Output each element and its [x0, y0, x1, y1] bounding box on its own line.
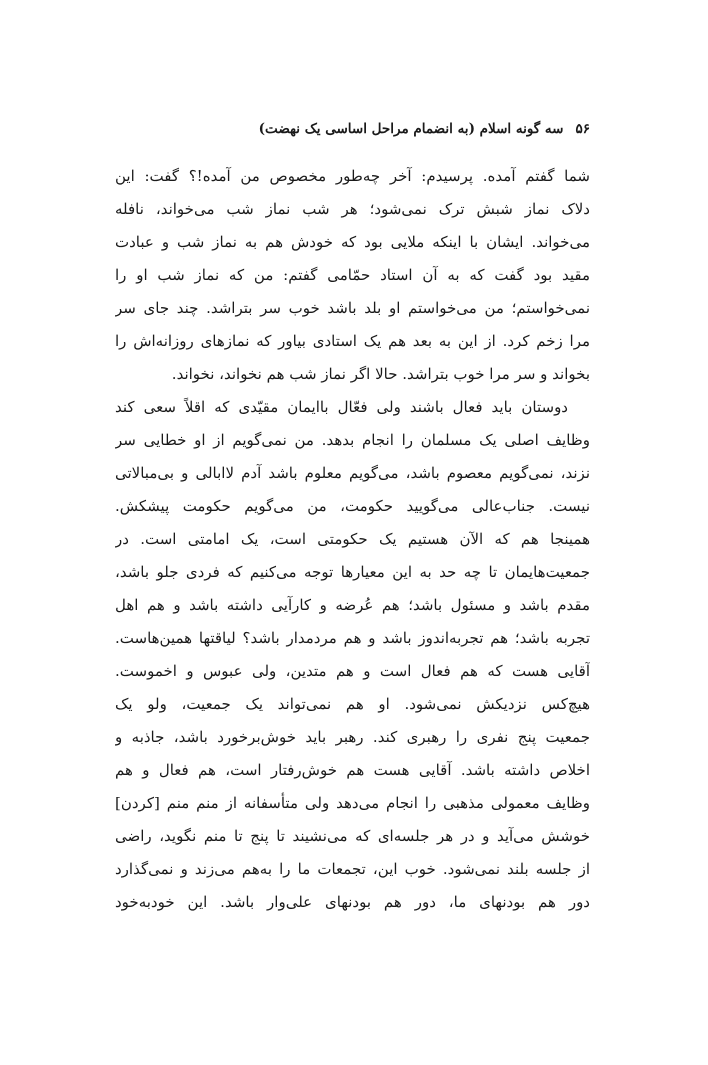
text-line: جمعیت پنج نفری را رهبری کند. رهبر باید خوش‌برخورد باشد، جاذبه و [115, 728, 590, 746]
text-line: وظایف اصلی یک مسلمان را انجام بدهد. من نمی‌گویم از او خطایی سر [115, 431, 590, 449]
text-line: همینجا هم که الآن هستیم یک حکومتی است، یک امامتی است. در [115, 530, 590, 548]
text-line: مقید بود گفت که به آن استاد حمّامی گفتم: من که نماز شب او را [115, 266, 590, 284]
page-number: ۵۶ [575, 121, 590, 137]
text-line: آقایی هست که هم فعال است و هم متدین، ولی عبوس و اخموست. [115, 662, 590, 680]
running-title: سه گونه اسلام (به انضمام مراحل اساسی یک نهضت) [258, 121, 564, 137]
text-line: نمی‌خواستم؛ من می‌خواستم او بلد باشد خوب سر بتراشد. چند جای سر [115, 299, 590, 317]
paragraph-start-line: دوستان باید فعال باشند ولی فعّال باایمان مقیّدی که اقلاً سعی کند [115, 398, 568, 416]
text-line: دور هم بودنهای ما، دور هم بودنهای علی‌وار باشد. این خودبه‌خود [115, 893, 590, 911]
text-line: می‌خواند. ایشان با اینکه ملایی بود که خودش هم به نماز شب و عبادت [115, 233, 590, 251]
text-line: اخلاص داشته باشد. آقایی هست هم خوش‌رفتار است، هم فعال و هم [115, 761, 590, 779]
text-line: هیچ‌کس نزدیکش نمی‌شود. او هم نمی‌تواند یک جمعیت، ولو یک [115, 695, 590, 713]
text-line: جمعیت‌هایمان تا چه حد به این معیارها توجه می‌کنیم که فردی جلو باشد، [115, 563, 590, 581]
text-line: از جلسه بلند نمی‌شود. خوب این، تجمعات ما را به‌هم می‌زند و نمی‌گذارد [115, 860, 590, 878]
text-line: تجربه باشد؛ هم تجربه‌اندوز باشد و هم مردمدار باشد؟ لیاقتها همین‌هاست. [115, 629, 590, 647]
text-line: خوشش می‌آید و در هر جلسه‌ای که می‌نشیند تا پنج تا منم نگوید، راضی [115, 827, 590, 845]
text-line: مقدم باشد و مسئول باشد؛ هم عُرضه و کارآیی داشته باشد و هم اهل [115, 596, 590, 614]
text-line: وظایف معمولی مذهبی را انجام می‌دهد ولی متأسفانه از منم منم [کردن] [115, 794, 590, 812]
text-line: نیست. جناب‌عالی می‌گویید حکومت، من می‌گویم حکومت پیشکش. [115, 497, 590, 515]
text-line: مرا زخم کرد. از این به بعد هم یک استادی بیاور که نمازهای روزانه‌اش را [115, 332, 590, 350]
body-text [115, 160, 590, 919]
text-line: دلاک نماز شبش ترک نمی‌شود؛ هر شب نماز شب می‌خواند، نافله [115, 200, 590, 218]
running-header [110, 121, 590, 137]
text-line: شما گفتم آمده. پرسیدم: آخر چه‌طور مخصوص من آمده!؟ گفت: این [115, 167, 590, 185]
text-line: نزند، نمی‌گویم معصوم باشد، می‌گویم معلوم باشد آدم لاابالی و بی‌مبالاتی [115, 464, 590, 482]
paragraph-end-line: بخواند و سر مرا خوب بتراشد. حالا اگر نماز شب هم نخواند، نخواند. [171, 365, 590, 383]
